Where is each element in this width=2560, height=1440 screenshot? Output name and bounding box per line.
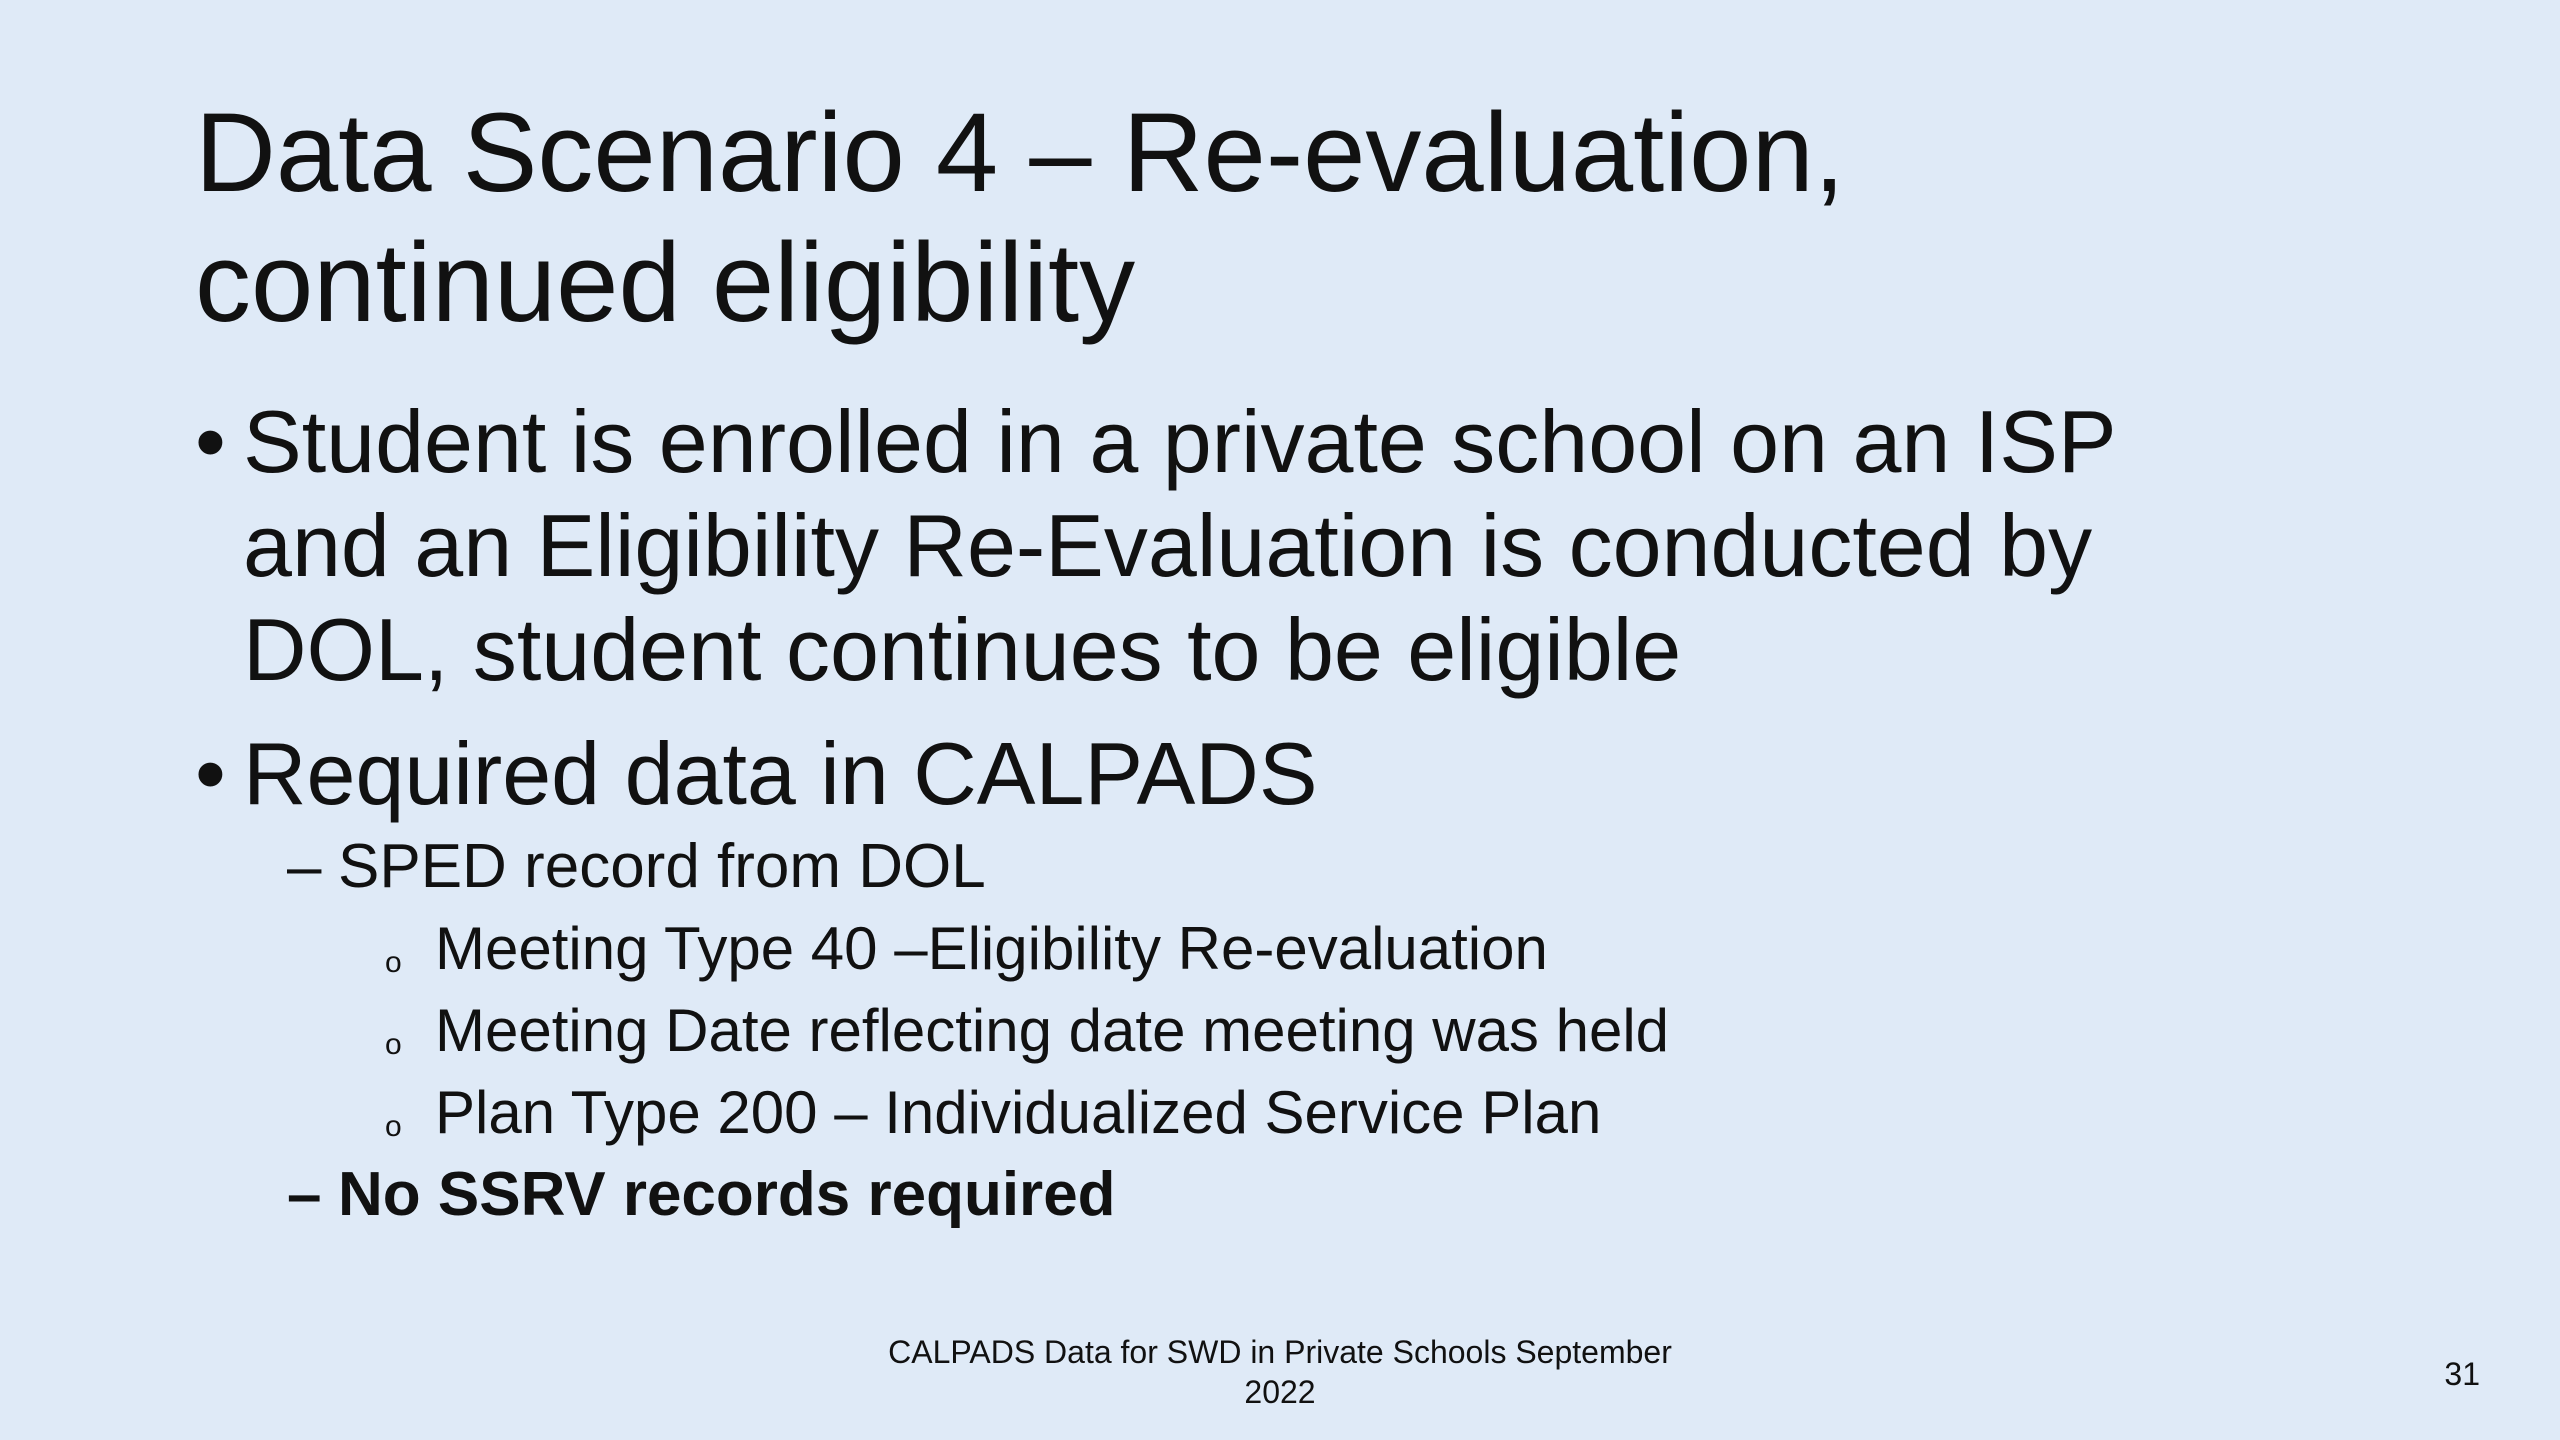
bullet-list — [195, 390, 2395, 1236]
bullet-text-line: and an Eligibility Re-Evaluation is conducted by — [243, 496, 2093, 595]
sub-item-text: SPED record from DOL — [338, 832, 986, 901]
sub-sub-item-text: Plan Type 200 – Individualized Service Plan — [435, 1079, 1602, 1146]
footer-line-2: 2022 — [1244, 1374, 1316, 1410]
bullet-item-student-enrolled — [195, 390, 2395, 702]
bullet-item-required-data — [195, 722, 2395, 826]
slide-title-line-2: continued eligibility — [195, 220, 1136, 345]
slide-footer — [780, 1332, 1780, 1412]
bullet-text-line: Student is enrolled in a private school on an ISP — [243, 392, 2117, 491]
bullet-dot-icon: • — [195, 392, 226, 491]
circle-bullet-icon: o — [385, 946, 402, 979]
slide-title — [195, 88, 2395, 348]
dash-icon: – — [287, 832, 322, 901]
bullet-text-line: Required data in CALPADS — [243, 724, 1318, 823]
sub-sub-item-text: Meeting Type 40 –Eligibility Re-evaluation — [435, 915, 1548, 982]
bullet-text-line: DOL, student continues to be eligible — [243, 600, 1682, 699]
sub-sub-item-meeting-date — [195, 990, 2395, 1072]
sub-sub-item-text: Meeting Date reflecting date meeting was held — [435, 997, 1670, 1064]
bullet-dot-icon: • — [195, 724, 226, 823]
bullet-text — [243, 722, 2395, 826]
circle-bullet-icon: o — [385, 1110, 402, 1143]
dash-icon: – — [287, 1160, 322, 1229]
footer-line-1: CALPADS Data for SWD in Private Schools September — [888, 1334, 1672, 1370]
page-number: 31 — [2444, 1356, 2480, 1392]
sub-item-text: No SSRV records required — [338, 1160, 1116, 1229]
circle-bullet-icon: o — [385, 1028, 402, 1061]
sub-item-no-ssrv — [195, 1154, 2395, 1236]
sub-item-sped-record — [195, 826, 2395, 908]
sub-sub-item-plan-type — [195, 1072, 2395, 1154]
slide-title-line-1: Data Scenario 4 – Re-evaluation, — [195, 90, 1845, 215]
bullet-text — [243, 390, 2395, 702]
sub-sub-item-meeting-type — [195, 908, 2395, 990]
